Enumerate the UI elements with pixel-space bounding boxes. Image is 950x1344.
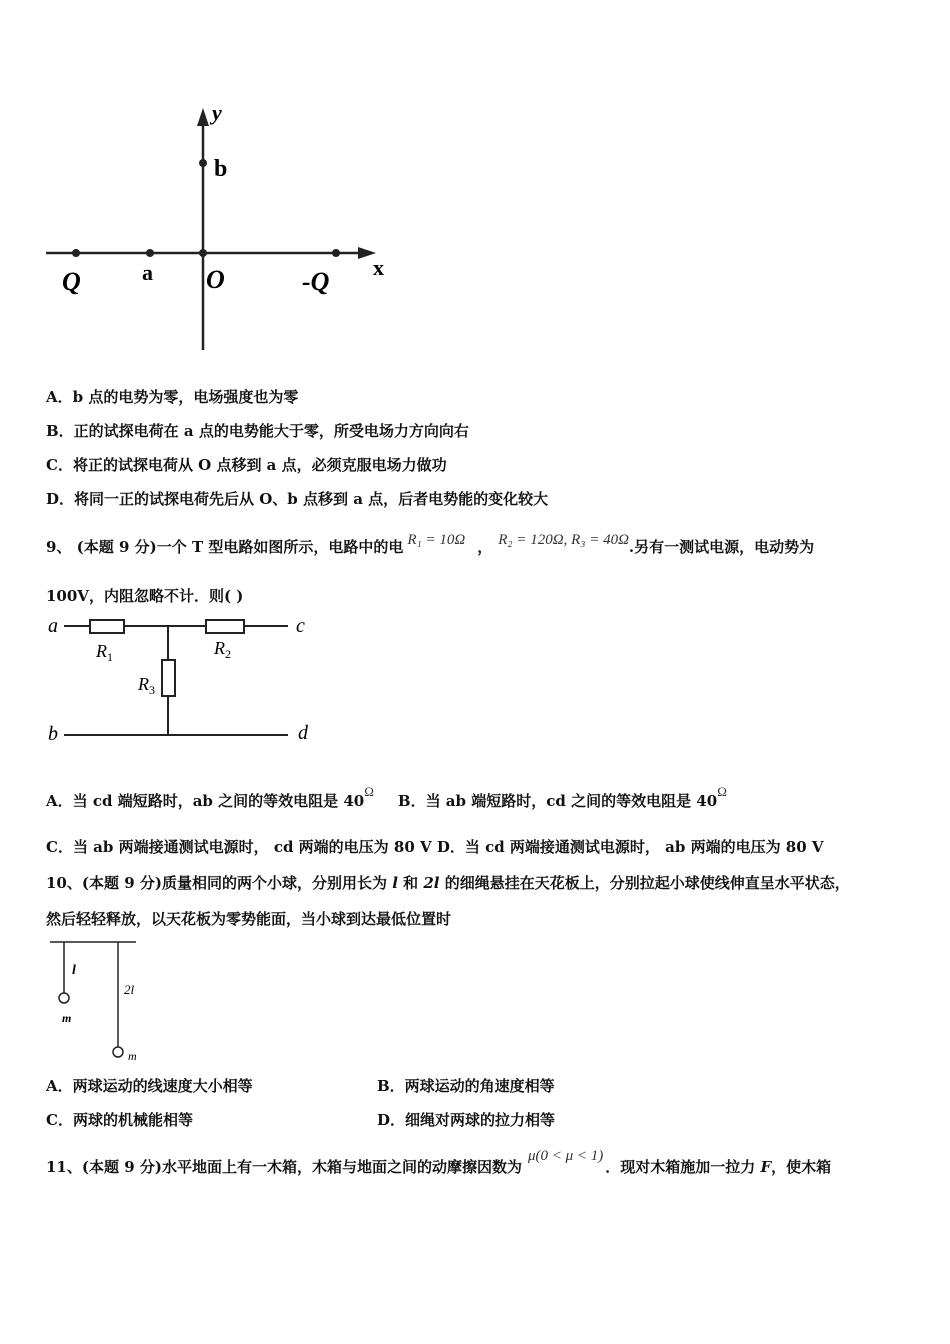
q8-option-c: C．将正的试探电荷从 O 点移到 a 点，必须克服电场力做功 [46, 456, 447, 474]
q8-option-d: D．将同一正的试探电荷先后从 O、b 点移到 a 点，后者电势能的变化较大 [46, 490, 549, 508]
resistor-r3 [162, 660, 175, 696]
resistor-r2 [206, 620, 244, 633]
q9-option-a: A．当 cd 端短路时，ab 之间的等效电阻是 40 [46, 792, 365, 810]
q11-force-f: F [760, 1158, 772, 1176]
q10-option-d: D．细绳对两球的拉力相等 [377, 1111, 556, 1129]
q11-stem [46, 1148, 832, 1177]
resistor-r1 [90, 620, 124, 633]
q11-stem-c: ，使木箱 [771, 1158, 832, 1176]
label-r2: $R_2$ [214, 638, 231, 661]
q10-length-l: l [392, 874, 398, 892]
q10-stem-b: 然后轻轻释放，以天花板为零势能面，当小球到达最低位置时 [46, 910, 452, 928]
q9-options-ab [46, 784, 727, 811]
label-a: a [142, 260, 153, 285]
q9-stem-b: .另有一测试电源，电动势为 [628, 538, 815, 556]
q8-option-b: B．正的试探电荷在 a 点的电势能大于零，所受电场力方向向右 [46, 422, 469, 440]
label-q-left: Q [62, 267, 81, 296]
point-o [199, 249, 207, 257]
t-circuit-figure [44, 612, 324, 752]
q10-option-c: C．两球的机械能相等 [46, 1111, 193, 1129]
label-l: l [72, 963, 76, 978]
point-a [146, 249, 154, 257]
q11-stem-b: ．现对木箱施加一拉力 [605, 1158, 761, 1176]
terminal-a: a [48, 615, 58, 637]
q9-stem-c: 100V，内阻忽略不计．则( ) [46, 587, 244, 605]
q9-stem-line1 [46, 532, 815, 557]
label-b: b [214, 156, 228, 182]
q9-stem-a: 9、 (本题 9 分)一个 T 型电路如图所示，电路中的电 [46, 538, 404, 556]
label-q-right: -Q [302, 267, 330, 296]
q10-stem-a1: 10、(本题 9 分)质量相同的两个小球，分别用长为 [46, 874, 393, 892]
point-b [199, 159, 207, 167]
label-r3: $R_3$ [138, 674, 155, 697]
ball-short [59, 993, 69, 1003]
q10-length-2l: 2l [423, 874, 440, 892]
q9-r1: R₁ = 10Ω [407, 532, 466, 548]
label-r1: $R_1$ [96, 641, 113, 664]
q9-omega-b: Ω [717, 784, 727, 799]
q9-r2-r3: R₂ = 120Ω, R₃ = 40Ω [498, 532, 629, 548]
terminal-b: b [48, 723, 58, 745]
label-m1: m [62, 1011, 72, 1025]
y-axis-arrow [197, 108, 209, 126]
q9-comma: ， [477, 538, 493, 556]
q9-option-b: B．当 ab 端短路时，cd 之间的等效电阻是 40 [397, 792, 718, 810]
q9-options-cd: C．当 ab 两端接通测试电源时， cd 两端的电压为 80 V D．当 cd 两端接通测试电源时， ab 两端的电压为 80 V [46, 838, 824, 856]
label-y: y [212, 100, 222, 125]
point-q-right [332, 249, 340, 257]
label-2l: 2l [124, 982, 135, 997]
q8-option-a: A．b 点的电势为零，电场强度也为零 [46, 388, 299, 406]
terminal-c: c [296, 615, 305, 637]
q10-option-b: B．两球运动的角速度相等 [377, 1077, 555, 1095]
q11-mu: μ(0 < μ < 1) [527, 1148, 604, 1164]
ball-long [113, 1047, 123, 1057]
terminal-d: d [298, 722, 308, 744]
pendulum-figure [44, 936, 154, 1064]
label-o: O [206, 265, 225, 294]
q10-stem-a2: 的细绳悬挂在天花板上，分别拉起小球使线伸直呈水平状态， [439, 874, 850, 892]
label-m2: m [128, 1049, 137, 1063]
q10-and: 和 [397, 874, 424, 892]
q11-stem-a: 11、(本题 9 分)水平地面上有一木箱，木箱与地面之间的动摩擦因数为 [46, 1158, 522, 1176]
charge-axis-figure [40, 100, 400, 355]
q10-option-a: A．两球运动的线速度大小相等 [46, 1077, 253, 1095]
q9-omega-a: Ω [364, 784, 374, 799]
point-q-left [72, 249, 80, 257]
label-x: x [373, 255, 384, 280]
q10-stem-line1 [46, 872, 850, 893]
